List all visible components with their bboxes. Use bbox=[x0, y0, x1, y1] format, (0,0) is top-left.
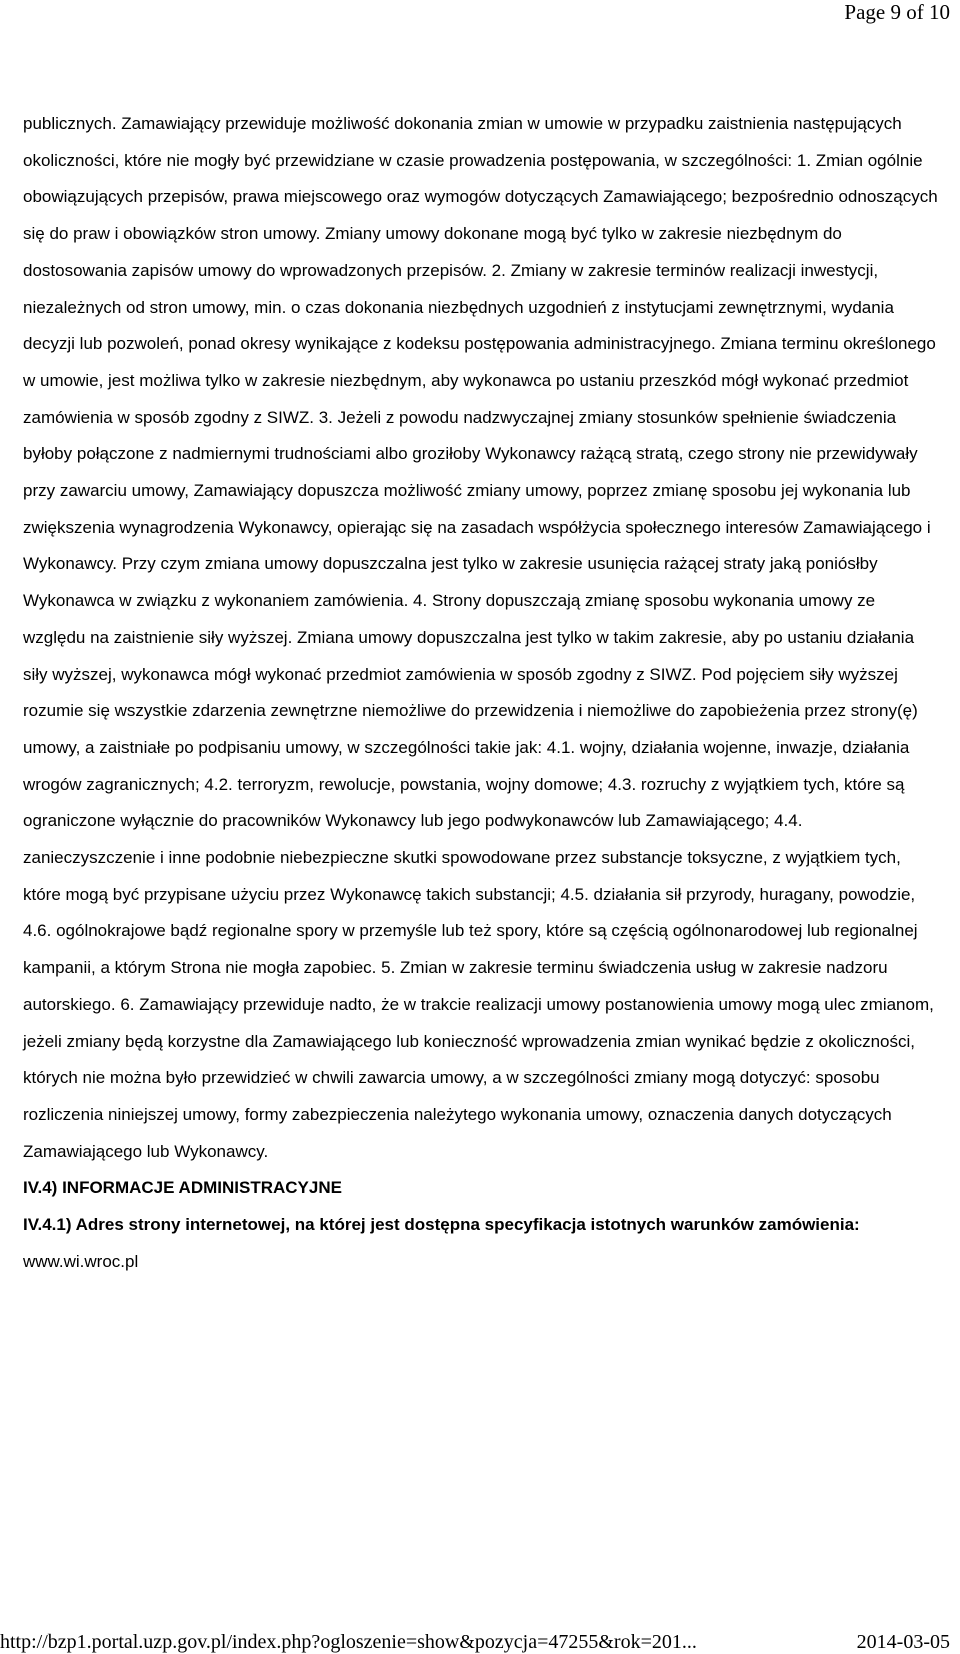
specification-address bbox=[23, 1207, 938, 1280]
page-number: Page 9 of 10 bbox=[844, 0, 950, 24]
document-body bbox=[23, 106, 938, 1281]
contract-changes-paragraph: publicznych. Zamawiający przewiduje możliwość dokonania zmian w umowie w przypadku zaistnienia następujących okoliczności, które nie mogły być przewidziane w czasie prowadzenia postępowania, w szczególności: 1. Zmian ogólnie obowiązujących przepisów, prawa miejscowego oraz wymogów dotyczących Zamawiającego; bezpośrednio odnoszących się do praw i obowiązków stron umowy. Zmiany umowy dokonane mogą być tylko w zakresie niezbędnym do dostosowania zapisów umowy do wprowadzonych przepisów. 2. Zmiany w zakresie terminów realizacji inwestycji, niezależnych od stron umowy, min. o czas dokonania niezbędnych uzgodnień z instytucjami zewnętrznymi, wydania decyzji lub pozwoleń, ponad okresy wynikające z kodeksu postępowania administracyjnego. Zmiana terminu określonego w umowie, jest możliwa tylko w zakresie niezbędnym, aby wykonawca po ustaniu przeszkód mógł wykonać przedmiot zamówienia w sposób zgodny z SIWZ. 3. Jeżeli z powodu nadzwyczajnej zmiany stosunków spełnienie świadczenia byłoby połączone z nadmiernymi trudnościami albo groziłoby Wykonawcy rażącą stratą, czego strony nie przewidywały przy zawarciu umowy, Zamawiający dopuszcza możliwość zmiany umowy, poprzez zmianę sposobu jej wykonania lub zwiększenia wynagrodzenia Wykonawcy, opierając się na zasadach współżycia społecznego interesów Zamawiającego i Wykonawcy. Przy czym zmiana umowy dopuszczalna jest tylko w zakresie usunięcia rażącej straty jaką poniósłby Wykonawca w związku z wykonaniem zamówienia. 4. Strony dopuszczają zmianę sposobu wykonania umowy ze względu na zaistnienie siły wyższej. Zmiana umowy dopuszczalna jest tylko w takim zakresie, aby po ustaniu działania siły wyższej, wykonawca mógł wykonać przedmiot zamówienia w sposób zgodny z SIWZ. Pod pojęciem siły wyższej rozumie się wszystkie zdarzenia zewnętrzne niemożliwe do przewidzenia i niemożliwe do zapobieżenia przez strony(ę) umowy, a zaistniałe po podpisaniu umowy, w szczególności takie jak: 4.1. wojny, działania wojenne, inwazje, działania wrogów zagranicznych; 4.2. terroryzm, rewolucje, powstania, wojny domowe; 4.3. rozruchy z wyjątkiem tych, które są ograniczone wyłącznie do pracowników Wykonawcy lub jego podwykonawców lub Zamawiającego; 4.4. zanieczyszczenie i inne podobnie niebezpieczne skutki spowodowane przez substancje toksyczne, z wyjątkiem tych, które mogą być przypisane użyciu przez Wykonawcę takich substancji; 4.5. działania sił przyrody, huragany, powodzie, 4.6. ogólnokrajowe bądź regionalne spory w przemyśle lub też spory, które są częścią ogólnonarodowej lub regionalnej kampanii, a którym Strona nie mogła zapobiec. 5. Zmian w zakresie terminu świadczenia usług w zakresie nadzoru autorskiego. 6. Zamawiający przewiduje nadto, że w trakcie realizacji umowy postanowienia umowy mogą ulec zmianom, jeżeli zmiany będą korzystne dla Zamawiającego lub konieczność wprowadzenia zmian wynikać będzie z okoliczności, których nie można było przewidzieć w chwili zawarcia umowy, a w szczególności zmiany mogą dotyczyć: sposobu rozliczenia niniejszej umowy, formy zabezpieczenia należytego wykonania umowy, oznaczenia danych dotyczących Zamawiającego lub Wykonawcy. bbox=[23, 114, 938, 1161]
page-footer bbox=[0, 1630, 960, 1654]
specification-address-label: IV.4.1) Adres strony internetowej, na której jest dostępna specyfikacja istotnych warunków zamówienia: bbox=[23, 1215, 860, 1235]
specification-address-value: www.wi.wroc.pl bbox=[23, 1251, 139, 1271]
section-heading: IV.4) INFORMACJE ADMINISTRACYJNE bbox=[23, 1178, 342, 1198]
footer-date: 2014-03-05 bbox=[856, 1631, 950, 1653]
footer-url: http://bzp1.portal.uzp.gov.pl/index.php?ogloszenie=show&pozycja=47255&rok=201... bbox=[0, 1631, 697, 1653]
